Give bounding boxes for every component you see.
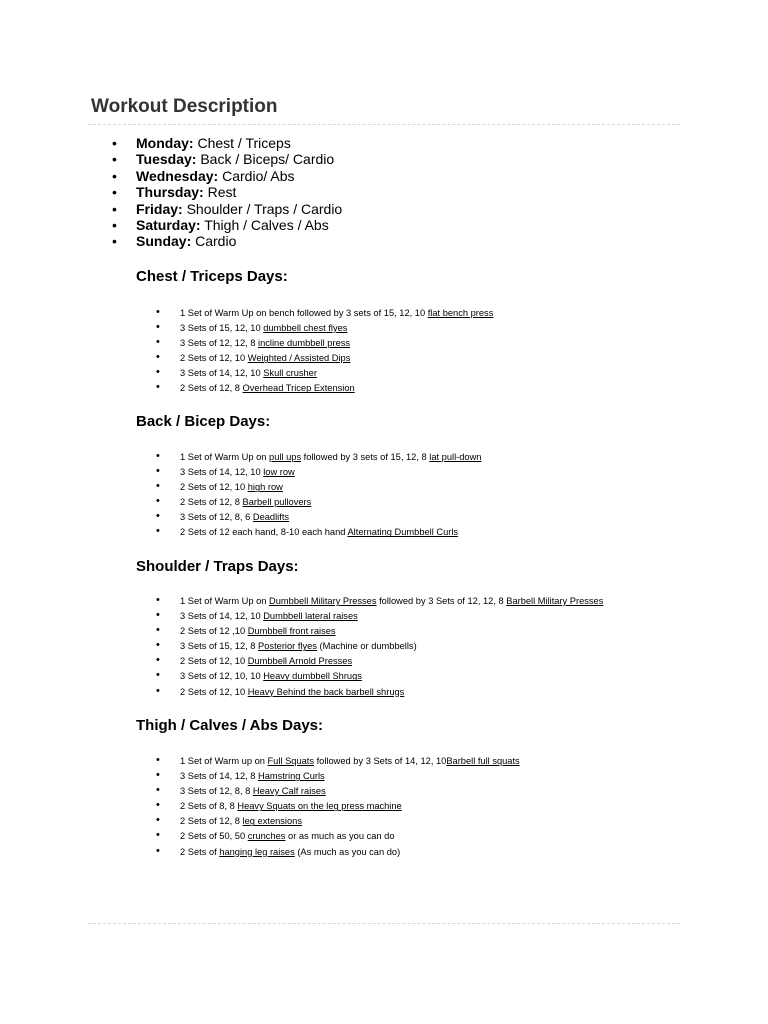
schedule-item-tuesday bbox=[112, 151, 342, 167]
bullet-icon: • bbox=[156, 336, 160, 349]
schedule-item-thursday bbox=[112, 184, 342, 200]
exercise-link[interactable]: Weighted / Assisted Dips bbox=[247, 353, 351, 364]
exercise-item bbox=[156, 685, 603, 700]
day-focus: Shoulder / Traps / Cardio bbox=[182, 200, 343, 217]
section-heading-shoulder-traps: Shoulder / Traps Days: bbox=[136, 558, 299, 575]
exercise-item bbox=[156, 845, 520, 860]
exercise-item bbox=[156, 351, 493, 366]
day-focus: Cardio/ Abs bbox=[218, 167, 295, 184]
exercise-link[interactable]: Alternating Dumbbell Curls bbox=[347, 527, 459, 538]
exercise-item bbox=[156, 321, 493, 336]
exercise-link[interactable]: Heavy Calf raises bbox=[252, 786, 326, 797]
exercise-link[interactable]: Heavy dumbbell Shrugs bbox=[263, 671, 362, 682]
day-label: Saturday: bbox=[136, 216, 201, 233]
exercise-link[interactable]: flat bench press bbox=[427, 308, 494, 318]
exercise-text: 3 Sets of 12, 12, 8 bbox=[180, 338, 259, 349]
bullet-icon: • bbox=[156, 450, 160, 462]
bullet-icon: • bbox=[156, 495, 160, 508]
bullet-icon: • bbox=[156, 769, 160, 782]
exercise-text: 2 Sets of 12, 8 bbox=[180, 383, 243, 394]
exercise-text: followed by 3 sets of 15, 12, 8 bbox=[301, 452, 430, 462]
day-label: Monday: bbox=[136, 135, 194, 151]
exercise-text: 3 Sets of 14, 12, 10 bbox=[180, 368, 264, 379]
exercise-item bbox=[156, 669, 603, 684]
exercise-text: 3 Sets of 12, 10, 10 bbox=[180, 671, 264, 682]
bullet-icon: • bbox=[156, 381, 160, 394]
day-focus: Chest / Triceps bbox=[193, 135, 291, 151]
bullet-icon: • bbox=[112, 233, 117, 250]
exercise-item bbox=[156, 814, 520, 829]
bullet-icon: • bbox=[156, 784, 160, 797]
exercise-item bbox=[156, 609, 603, 624]
weekly-schedule-list bbox=[112, 135, 342, 250]
exercise-item bbox=[156, 639, 603, 654]
exercise-text: (Machine or dumbbells) bbox=[316, 641, 417, 652]
exercise-text: 2 Sets of 12, 8 bbox=[180, 497, 243, 508]
exercise-item bbox=[156, 366, 493, 381]
bullet-icon: • bbox=[156, 306, 160, 318]
day-focus: Cardio bbox=[191, 233, 237, 250]
exercise-text: 1 Set of Warm up on bbox=[180, 756, 268, 766]
exercise-text: 2 Sets of 12, 10 bbox=[180, 353, 248, 364]
exercise-link[interactable]: Skull crusher bbox=[263, 368, 317, 379]
exercise-text: 2 Sets of 12, 10 bbox=[180, 656, 248, 667]
exercise-item bbox=[156, 306, 493, 321]
exercise-text: 3 Sets of 14, 12, 8 bbox=[180, 771, 259, 782]
bullet-icon: • bbox=[156, 609, 160, 622]
exercise-item bbox=[156, 381, 493, 396]
exercise-text: 3 Sets of 15, 12, 10 bbox=[180, 323, 264, 334]
exercise-text: 2 Sets of 12, 10 bbox=[180, 482, 248, 493]
exercise-item bbox=[156, 510, 481, 525]
section-heading-chest-triceps: Chest / Triceps Days: bbox=[136, 268, 288, 285]
exercise-item bbox=[156, 495, 481, 510]
bottom-divider bbox=[88, 923, 680, 924]
exercise-item bbox=[156, 336, 493, 351]
exercise-text: 2 Sets of 12 each hand, 8-10 each hand bbox=[180, 527, 348, 538]
exercise-text: 1 Set of Warm Up on bbox=[180, 452, 270, 462]
bullet-icon: • bbox=[156, 844, 160, 857]
exercise-link[interactable]: Barbell pullovers bbox=[242, 497, 312, 508]
day-focus: Rest bbox=[203, 184, 237, 201]
exercise-list-thigh-calves-abs bbox=[156, 754, 520, 860]
exercise-link[interactable]: incline dumbbell press bbox=[258, 338, 351, 349]
exercise-text: 2 Sets of 12, 8 bbox=[180, 816, 243, 827]
exercise-item bbox=[156, 594, 603, 609]
exercise-link[interactable]: lat pull-down bbox=[429, 452, 482, 462]
bullet-icon: • bbox=[156, 624, 160, 637]
exercise-text: followed by 3 Sets of 14, 12, 10 bbox=[314, 756, 447, 766]
exercise-text: or as much as you can do bbox=[285, 831, 395, 842]
exercise-link[interactable]: Barbell Military Presses bbox=[506, 596, 604, 606]
bullet-icon: • bbox=[156, 669, 160, 682]
bullet-icon: • bbox=[156, 510, 160, 523]
bullet-icon: • bbox=[156, 639, 160, 652]
exercise-link[interactable]: low row bbox=[263, 467, 295, 478]
bullet-icon: • bbox=[156, 525, 160, 538]
exercise-link[interactable]: dumbbell chest flyes bbox=[263, 323, 348, 334]
schedule-item-monday bbox=[112, 135, 342, 151]
section-heading-back-bicep: Back / Bicep Days: bbox=[136, 413, 271, 430]
exercise-link[interactable]: Barbell full squats bbox=[446, 756, 520, 766]
exercise-link[interactable]: Hamstring Curls bbox=[258, 771, 325, 782]
bullet-icon: • bbox=[112, 200, 117, 217]
exercise-item bbox=[156, 754, 520, 769]
exercise-item bbox=[156, 799, 520, 814]
exercise-list-back-bicep bbox=[156, 450, 481, 541]
bullet-icon: • bbox=[156, 799, 160, 812]
exercise-item bbox=[156, 450, 481, 465]
exercise-text: 2 Sets of 12 ,10 bbox=[180, 626, 248, 637]
exercise-text: followed by 3 Sets of 12, 12, 8 bbox=[376, 596, 507, 606]
exercise-list-chest-triceps bbox=[156, 306, 493, 397]
exercise-text: 3 Sets of 14, 12, 10 bbox=[180, 467, 264, 478]
bullet-icon: • bbox=[156, 321, 160, 334]
bullet-icon: • bbox=[156, 465, 160, 478]
exercise-text: 3 Sets of 15, 12, 8 bbox=[180, 641, 259, 652]
schedule-item-friday bbox=[112, 201, 342, 217]
exercise-link[interactable]: leg extensions bbox=[242, 816, 302, 827]
exercise-text: 3 Sets of 12, 8, 6 bbox=[180, 512, 253, 523]
bullet-icon: • bbox=[112, 167, 117, 184]
exercise-item bbox=[156, 829, 520, 844]
bullet-icon: • bbox=[156, 351, 160, 364]
exercise-item bbox=[156, 465, 481, 480]
bullet-icon: • bbox=[156, 654, 160, 667]
schedule-item-wednesday bbox=[112, 168, 342, 184]
exercise-text: 1 Set of Warm Up on bench followed by 3 sets of 15, 12, 10 bbox=[180, 308, 428, 318]
exercise-item bbox=[156, 654, 603, 669]
bullet-icon: • bbox=[156, 480, 160, 493]
exercise-item bbox=[156, 525, 481, 540]
exercise-link[interactable]: Dumbbell lateral raises bbox=[263, 611, 358, 622]
bullet-icon: • bbox=[112, 216, 117, 233]
exercise-link[interactable]: Posterior flyes bbox=[258, 641, 317, 652]
exercise-text: 1 Set of Warm Up on bbox=[180, 596, 270, 606]
exercise-list-shoulder-traps bbox=[156, 594, 603, 700]
exercise-link[interactable]: Dumbbell Arnold Presses bbox=[247, 656, 353, 667]
exercise-link[interactable]: Full Squats bbox=[267, 756, 315, 766]
exercise-link[interactable]: crunches bbox=[247, 831, 286, 842]
schedule-item-saturday bbox=[112, 217, 342, 233]
schedule-item-sunday bbox=[112, 233, 342, 249]
day-focus: Thigh / Calves / Abs bbox=[200, 216, 329, 233]
exercise-link[interactable]: Heavy Behind the back barbell shrugs bbox=[247, 686, 405, 697]
exercise-link[interactable]: high row bbox=[247, 482, 283, 493]
day-focus: Back / Biceps/ Cardio bbox=[196, 151, 335, 168]
exercise-item bbox=[156, 784, 520, 799]
day-label: Tuesday: bbox=[136, 151, 197, 168]
exercise-text: 2 Sets of 50, 50 bbox=[180, 831, 248, 842]
exercise-link[interactable]: Dumbbell Military Presses bbox=[269, 596, 377, 606]
section-heading-thigh-calves-abs: Thigh / Calves / Abs Days: bbox=[136, 717, 323, 734]
exercise-text: 3 Sets of 12, 8, 8 bbox=[180, 786, 253, 797]
exercise-link[interactable]: hanging leg raises bbox=[219, 846, 295, 857]
exercise-text: 2 Sets of bbox=[180, 846, 220, 857]
bullet-icon: • bbox=[156, 829, 160, 842]
bullet-icon: • bbox=[156, 366, 160, 379]
bullet-icon: • bbox=[156, 684, 160, 697]
exercise-link[interactable]: pull ups bbox=[269, 452, 302, 462]
exercise-item bbox=[156, 624, 603, 639]
exercise-link[interactable]: Heavy Squats on the leg press machine bbox=[237, 801, 402, 812]
day-label: Wednesday: bbox=[136, 167, 219, 184]
exercise-link[interactable]: Overhead Tricep Extension bbox=[242, 383, 355, 394]
page-title: Workout Description bbox=[91, 96, 278, 117]
exercise-text: 2 Sets of 12, 10 bbox=[180, 686, 248, 697]
exercise-link[interactable]: Dumbbell front raises bbox=[247, 626, 336, 637]
exercise-text: (As much as you can do) bbox=[294, 846, 401, 857]
bullet-icon: • bbox=[156, 754, 160, 766]
bullet-icon: • bbox=[112, 135, 117, 151]
bullet-icon: • bbox=[156, 814, 160, 827]
exercise-item bbox=[156, 769, 520, 784]
bullet-icon: • bbox=[112, 184, 117, 201]
exercise-link[interactable]: Deadlifts bbox=[252, 512, 290, 523]
exercise-text: 3 Sets of 14, 12, 10 bbox=[180, 611, 264, 622]
exercise-item bbox=[156, 480, 481, 495]
exercise-text: 2 Sets of 8, 8 bbox=[180, 801, 238, 812]
bullet-icon: • bbox=[156, 594, 160, 606]
day-label: Friday: bbox=[136, 200, 183, 217]
top-divider bbox=[88, 124, 680, 125]
day-label: Thursday: bbox=[136, 184, 204, 201]
bullet-icon: • bbox=[112, 151, 117, 168]
day-label: Sunday: bbox=[136, 233, 192, 250]
